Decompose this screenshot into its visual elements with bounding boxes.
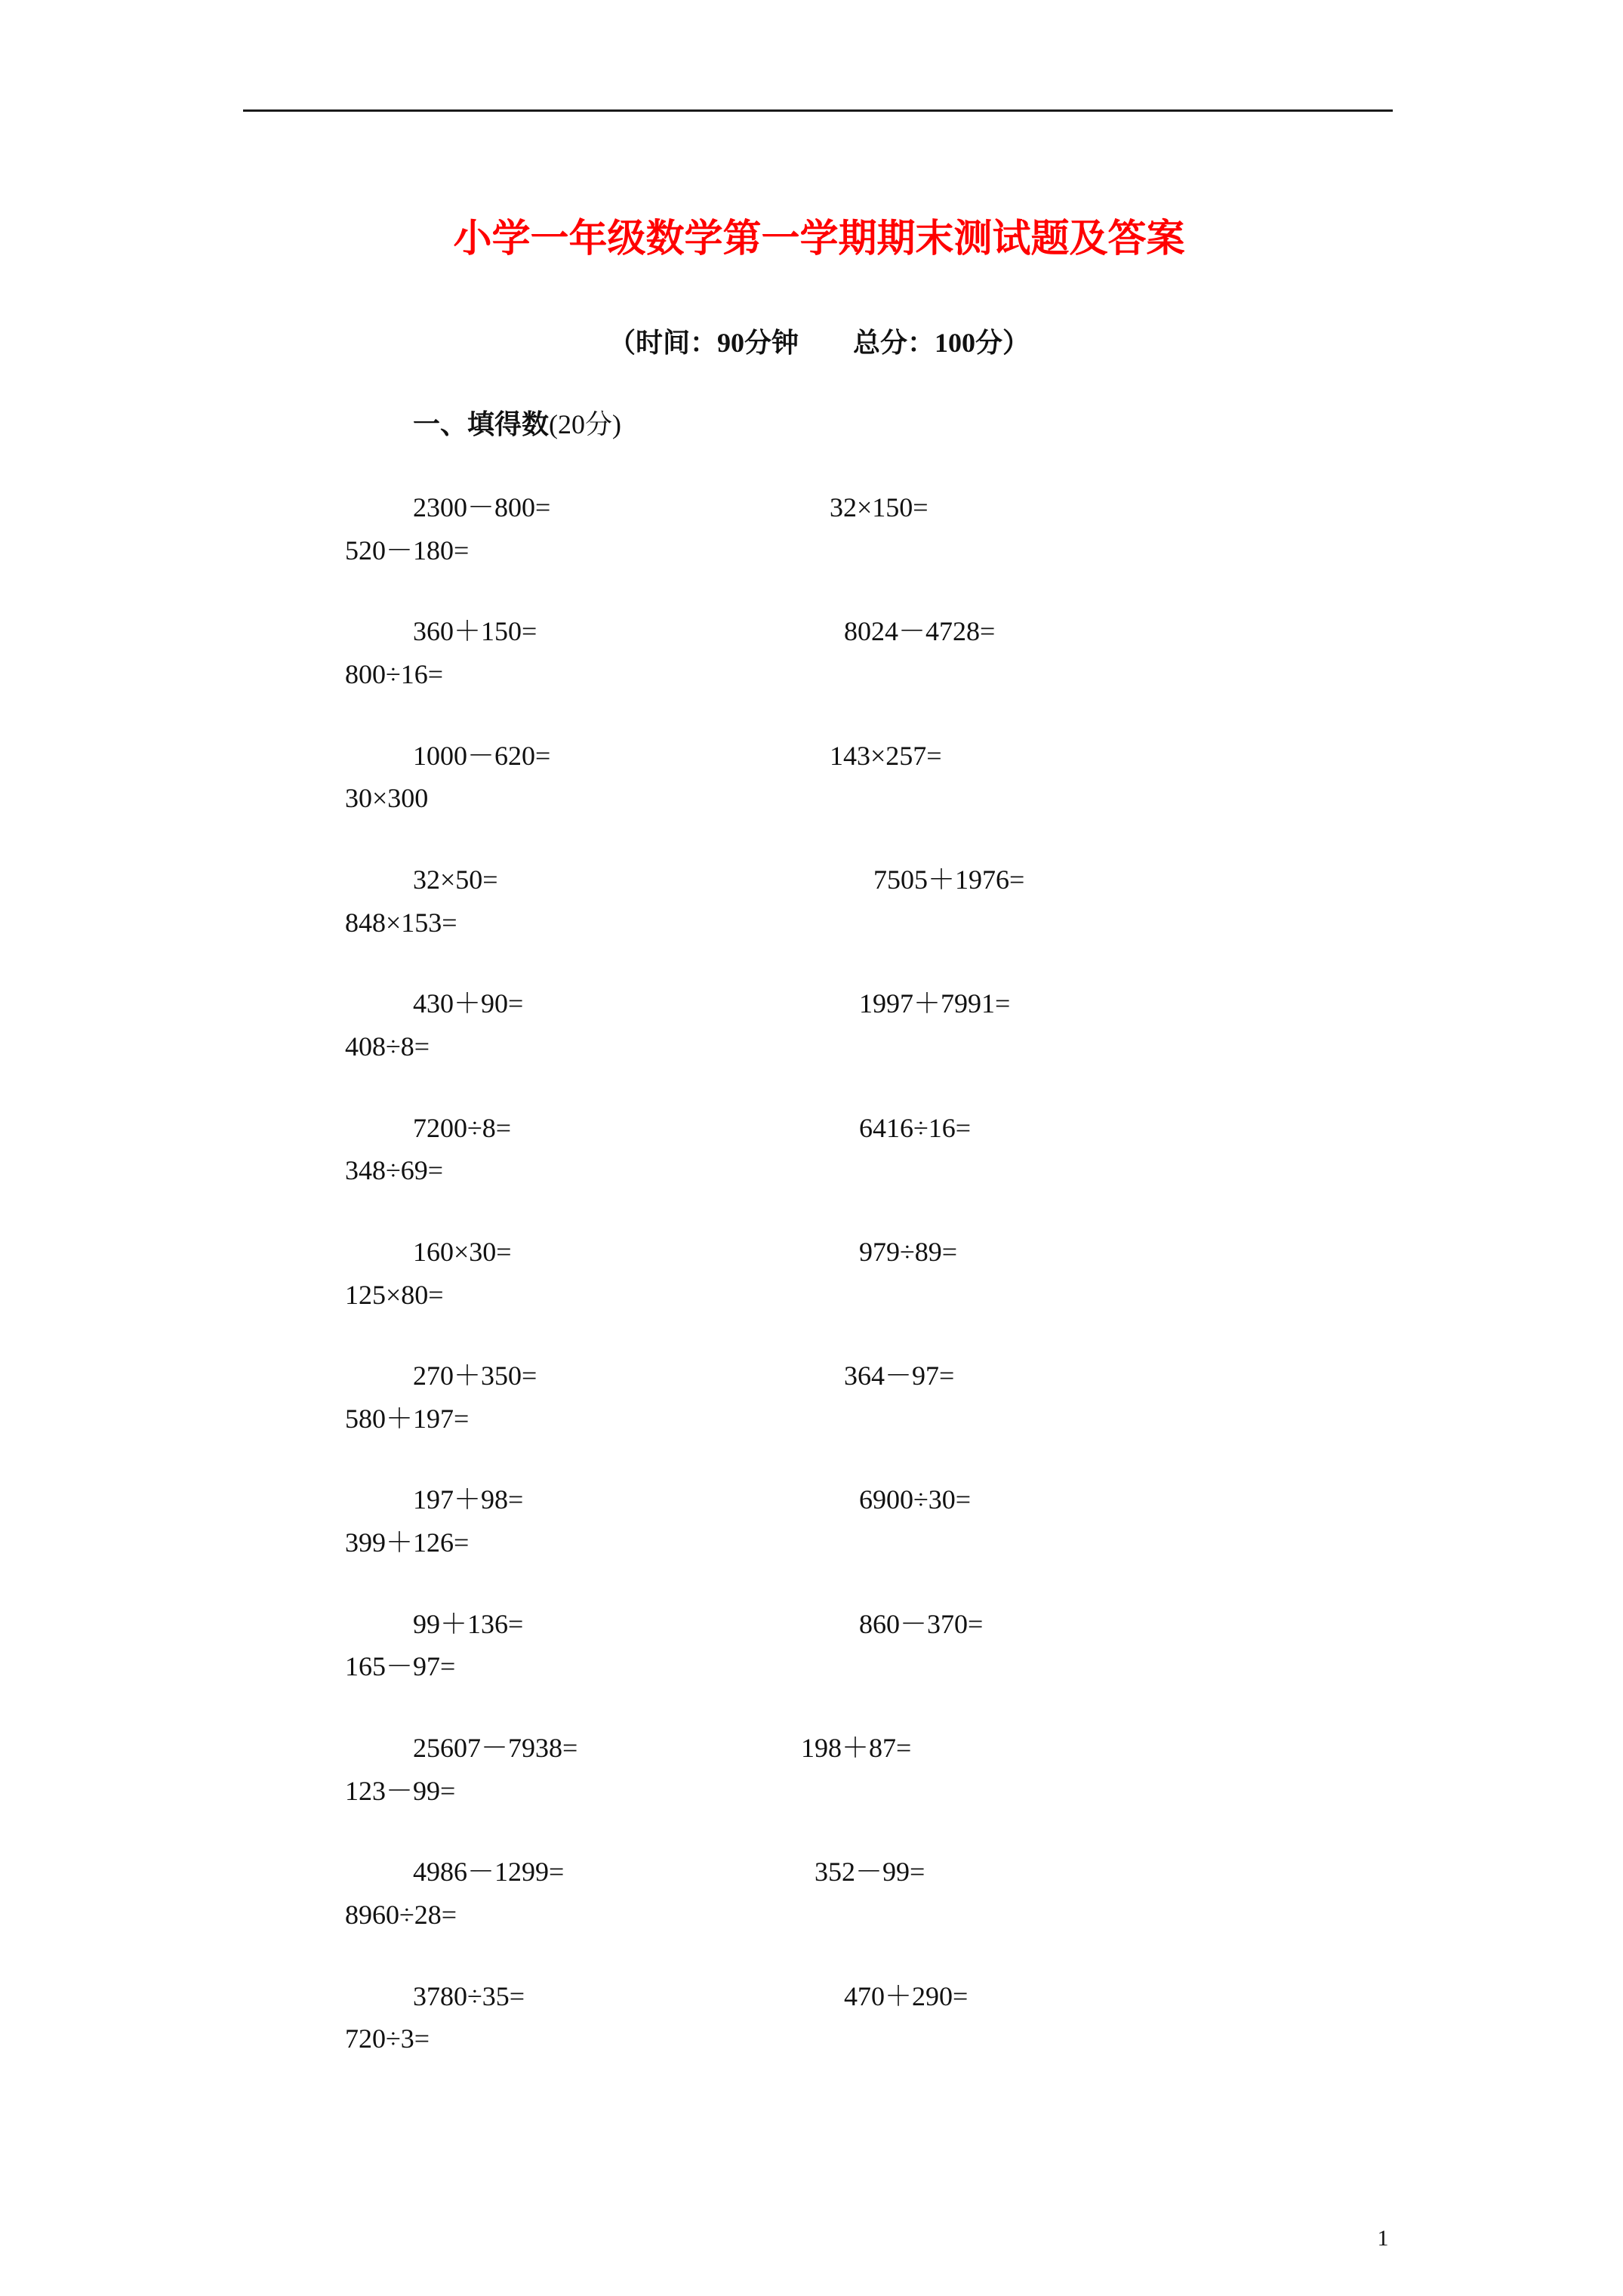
problem-10-b: 860－370=: [859, 1608, 984, 1639]
page-title: 小学一年级数学第一学期期末测试题及答案: [453, 218, 1185, 260]
problem-4-b: 7505＋1976=: [873, 864, 1025, 895]
page-number: 1: [1377, 2226, 1389, 2251]
problem-4-c: 848×153=: [345, 907, 457, 938]
problem-2-b: 8024－4728=: [844, 616, 996, 647]
problem-1-c: 520－180=: [345, 535, 470, 566]
problem-5-a: 430＋90=: [413, 988, 524, 1019]
section-points: (20分): [549, 409, 621, 439]
problem-13-a: 3780÷35=: [413, 1980, 525, 2011]
problem-12-b: 352－99=: [815, 1857, 925, 1888]
problem-11-c: 123－99=: [345, 1775, 456, 1806]
problem-3-b: 143×257=: [830, 740, 942, 771]
problem-3-c: 30×300: [345, 783, 429, 814]
problem-8-c: 580＋197=: [345, 1403, 470, 1434]
problem-9-a: 197＋98=: [413, 1484, 524, 1515]
section-heading: [413, 408, 621, 441]
problem-2-a: 360＋150=: [413, 616, 537, 647]
problem-1-b: 32×150=: [830, 492, 929, 522]
problem-8-a: 270＋350=: [413, 1361, 537, 1391]
problem-1-a: 2300－800=: [413, 492, 551, 522]
problem-6-c: 348÷69=: [345, 1155, 444, 1186]
problem-6-a: 7200÷8=: [413, 1112, 512, 1143]
problem-7-b: 979÷89=: [859, 1236, 958, 1267]
problem-13-c: 720÷3=: [345, 2023, 430, 2054]
problem-6-b: 6416÷16=: [859, 1112, 972, 1143]
problem-5-b: 1997＋7991=: [859, 988, 1011, 1019]
problem-13-b: 470＋290=: [844, 1980, 969, 2011]
problem-8-b: 364－97=: [844, 1361, 955, 1391]
problem-5-c: 408÷8=: [345, 1031, 430, 1062]
problem-12-c: 8960÷28=: [345, 1900, 457, 1930]
problem-9-b: 6900÷30=: [859, 1484, 972, 1515]
problem-2-c: 800÷16=: [345, 659, 444, 689]
section-label: 一、填得数: [413, 409, 550, 439]
problem-12-a: 4986－1299=: [413, 1857, 565, 1888]
problem-3-a: 1000－620=: [413, 740, 551, 771]
header-rule: [243, 109, 1393, 112]
problem-7-c: 125×80=: [345, 1279, 444, 1310]
problem-9-c: 399＋126=: [345, 1527, 470, 1558]
problem-7-a: 160×30=: [413, 1236, 512, 1267]
problem-10-a: 99＋136=: [413, 1608, 524, 1639]
problem-10-c: 165－97=: [345, 1651, 456, 1682]
problem-11-a: 25607－7938=: [413, 1733, 578, 1763]
problem-11-b: 198＋87=: [801, 1733, 912, 1763]
exam-info: （时间：90分钟 总分：100分）: [608, 328, 1030, 358]
problem-4-a: 32×50=: [413, 864, 498, 895]
